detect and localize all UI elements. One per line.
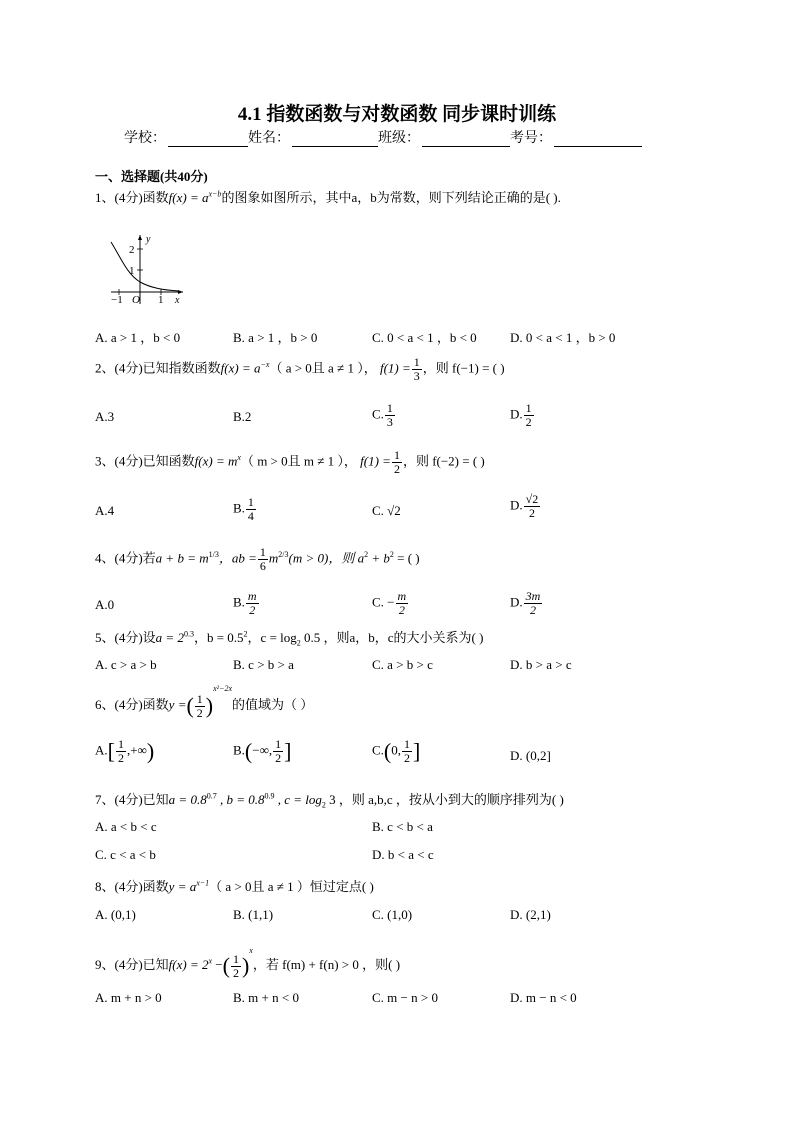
q5-c: ，c = log: [247, 630, 297, 645]
info-line: [124, 127, 642, 147]
section-heading: 一、选择题(共40分): [95, 169, 208, 184]
q7-option-b[interactable]: B. c < b < a: [372, 819, 433, 834]
q4-tail: + b: [368, 550, 390, 566]
q5-prefix: 5、(4分)设: [95, 630, 156, 645]
q6-option-b[interactable]: B.(−∞, $\frac{1}{2}$ ]: [233, 737, 292, 765]
school-label: 学校：: [124, 131, 166, 146]
q1-option-b[interactable]: B. a > 1 ，b > 0: [233, 330, 318, 345]
q5-bexp: 2: [243, 629, 248, 639]
q3-expr: f(x) = m: [194, 453, 238, 469]
q3-option-b[interactable]: B. $\frac{1}{4}$: [233, 495, 254, 523]
page-title: 4.1 指数函数与对数函数 同步课时训练: [237, 104, 557, 125]
q1-option-d[interactable]: D. 0 < a < 1 ，b > 0: [510, 330, 616, 345]
q5-cend: 0.5 ，则a，b，c的大小关系为( ): [300, 630, 484, 645]
q2-exp: −x: [260, 360, 270, 370]
question-1: [95, 187, 561, 206]
q6-text: 的值域为（ ）: [232, 697, 314, 712]
question-9: 9、(4分)已知$f(x) = 2^x$ −( $\frac{1}{2}$ )$^x$，若 f(m) + f(n) > 0 ，则( ): [95, 946, 401, 980]
q4-cond: (m > 0)，则 a: [288, 550, 365, 566]
q6-frac: $\frac{1}{2}$: [196, 691, 203, 720]
q8-option-c[interactable]: C. (1,0): [372, 907, 413, 922]
q2-cond: （ a > 0且 a ≠ 1 ），: [269, 360, 377, 376]
q8-prefix: 8、(4分)函数: [95, 879, 169, 894]
q4-expr2: m: [268, 550, 279, 566]
q1-xtick-1: 1: [158, 294, 164, 306]
q4-exp2: 2/3: [278, 550, 289, 560]
class-label: 班级：: [378, 131, 420, 146]
q4-mid: ，ab =: [218, 550, 257, 566]
q7-option-c[interactable]: C. c < a < b: [95, 847, 156, 862]
q1-ytick-2: 2: [129, 244, 135, 256]
q7-cend: 3 ，则 a,b,c ，按从小到大的顺序排列为( ): [325, 792, 564, 807]
q4-option-c[interactable]: C. − $\frac{m}{2}$: [372, 589, 407, 617]
q3-ask: ，则 f(−2) = ( ): [402, 453, 485, 469]
q7-b: , b = 0.8: [216, 792, 265, 807]
q7-aexp: 0.7: [206, 791, 217, 801]
name-label: 姓名：: [248, 131, 290, 146]
question-3: [95, 449, 485, 476]
q5-csub: 2: [296, 638, 301, 648]
q3-cond: （ m > 0且 m ≠ 1 ），: [240, 453, 357, 469]
q9-frac: $\frac{1}{2}$: [232, 951, 239, 980]
q1-option-a[interactable]: A. a > 1 ，b < 0: [95, 330, 181, 345]
q1-origin: O: [132, 294, 140, 306]
q9-exp2: x: [249, 946, 253, 955]
q2-expr: f(x) = a: [220, 360, 261, 376]
q8-option-d[interactable]: D. (2,1): [510, 907, 551, 922]
q7-c: , c = log: [274, 792, 322, 807]
q7-bexp: 0.9: [264, 791, 275, 801]
q3-option-c[interactable]: C. √2: [372, 503, 401, 518]
q2-option-c[interactable]: C. $\frac{1}{3}$: [372, 401, 393, 429]
q6-prefix: 6、(4分)函数: [95, 697, 169, 712]
question-2: [95, 356, 505, 383]
q6-exp: x²−2x: [213, 684, 233, 693]
q1-exp: x−b: [208, 189, 222, 199]
q5-option-b[interactable]: B. c > b > a: [233, 657, 294, 672]
q2-frac: $\frac{1}{3}$: [413, 355, 420, 383]
question-8: [95, 876, 374, 895]
q2-prefix: 2、(4分)已知指数函数: [95, 360, 221, 376]
q4-exp1: 1/3: [208, 550, 219, 560]
q1-option-c[interactable]: C. 0 < a < 1 ，b < 0: [372, 330, 477, 345]
q9-exp: x: [208, 956, 213, 966]
number-field[interactable]: [554, 132, 642, 147]
q2-option-d[interactable]: D. $\frac{1}{2}$: [510, 401, 532, 429]
q7-csub: 2: [321, 800, 326, 810]
q7-option-a[interactable]: A. a < b < c: [95, 819, 157, 834]
q3-option-a[interactable]: A.4: [95, 503, 115, 518]
q4-frac: $\frac{1}{6}$: [259, 545, 266, 573]
school-field[interactable]: [168, 132, 248, 147]
q1-ytick-1: 1: [129, 265, 135, 277]
q6-option-a[interactable]: A.[ $\frac{1}{2}$ ,+∞): [95, 737, 155, 765]
q9-option-b[interactable]: B. m + n < 0: [233, 990, 299, 1005]
q5-b: ，b = 0.5: [193, 630, 244, 645]
q3-given: f(1) =: [360, 453, 391, 469]
q1-xtick-neg1: −1: [111, 294, 123, 306]
question-5: [95, 627, 483, 648]
q4-option-a[interactable]: A.0: [95, 597, 115, 612]
q3-exp: x: [237, 453, 241, 463]
q5-option-c[interactable]: C. a > b > c: [372, 657, 433, 672]
class-field[interactable]: [422, 132, 510, 147]
name-field[interactable]: [292, 132, 378, 147]
q1-y-label: y: [146, 234, 151, 245]
q4-prefix: 4、(4分)若: [95, 550, 156, 566]
q6-option-d[interactable]: D. (0,2]: [510, 748, 551, 763]
q9-option-d[interactable]: D. m − n < 0: [510, 990, 577, 1005]
question-4: 4、(4分)若$a + b = m^{1/3}$，ab = $\frac{1}{6}$ $m^{2/3}(m > 0)$，则 $a^2 + b^2$ = ( ): [95, 545, 420, 573]
q8-expr: y = a: [168, 879, 197, 894]
q8-option-b[interactable]: B. (1,1): [233, 907, 274, 922]
q4-option-b[interactable]: B. $\frac{m}{2}$: [233, 589, 257, 617]
q9-option-c[interactable]: C. m − n > 0: [372, 990, 438, 1005]
q5-option-a[interactable]: A. c > a > b: [95, 657, 157, 672]
q9-prefix: 9、(4分)已知: [95, 957, 169, 972]
q2-option-a[interactable]: A.3: [95, 409, 115, 424]
q8-text: （ a > 0且 a ≠ 1 ）恒过定点( ): [209, 879, 374, 894]
q1-text: 的图象如图所示，其中a，b为常数，则下列结论正确的是( ).: [221, 190, 561, 205]
q8-option-a[interactable]: A. (0,1): [95, 907, 136, 922]
q3-frac: $\frac{1}{2}$: [393, 448, 400, 476]
q7-prefix: 7、(4分)已知: [95, 792, 169, 807]
q9-expr: f(x) = 2: [168, 957, 209, 972]
question-6: 6、(4分)函数y =( $\frac{1}{2}$ )$^{x^2-2x}$的值域为（ ）: [95, 684, 314, 720]
q1-prefix: 1、(4分)函数: [95, 190, 169, 205]
q2-given: f(1) =: [379, 360, 411, 376]
q2-ask: ，则 f(−1) = ( ): [422, 360, 505, 376]
q8-exp: x−1: [196, 878, 210, 888]
q5-exp: 0.3: [183, 629, 194, 639]
q4-ask: = ( ): [393, 550, 420, 566]
q2-option-b[interactable]: B.2: [233, 409, 252, 424]
q4-option-d[interactable]: D. $\frac{3m}{2}$: [510, 589, 541, 617]
q3-prefix: 3、(4分)已知函数: [95, 453, 195, 469]
number-label: 考号：: [510, 131, 552, 146]
q6-y: y =: [168, 697, 187, 712]
q1-graph: [107, 230, 187, 308]
q1-x-label: x: [175, 295, 180, 306]
q7-option-d[interactable]: D. b < a < c: [372, 847, 434, 862]
q4-expr1: a + b = m: [155, 550, 209, 566]
q7-a: a = 0.8: [168, 792, 207, 807]
q5-option-d[interactable]: D. b > a > c: [510, 657, 572, 672]
q9-minus: −: [212, 957, 223, 972]
q3-option-d[interactable]: D. $\frac{√2}{2}$: [510, 492, 539, 520]
q5-expr: a = 2: [155, 630, 184, 645]
q9-text: ，若 f(m) + f(n) > 0 ，则( ): [252, 957, 401, 972]
q9-option-a[interactable]: A. m + n > 0: [95, 990, 162, 1005]
question-7: [95, 789, 564, 810]
q1-expr: f(x) = a: [168, 190, 209, 205]
q6-option-c[interactable]: C.(0, $\frac{1}{2}$ ]: [372, 737, 421, 765]
